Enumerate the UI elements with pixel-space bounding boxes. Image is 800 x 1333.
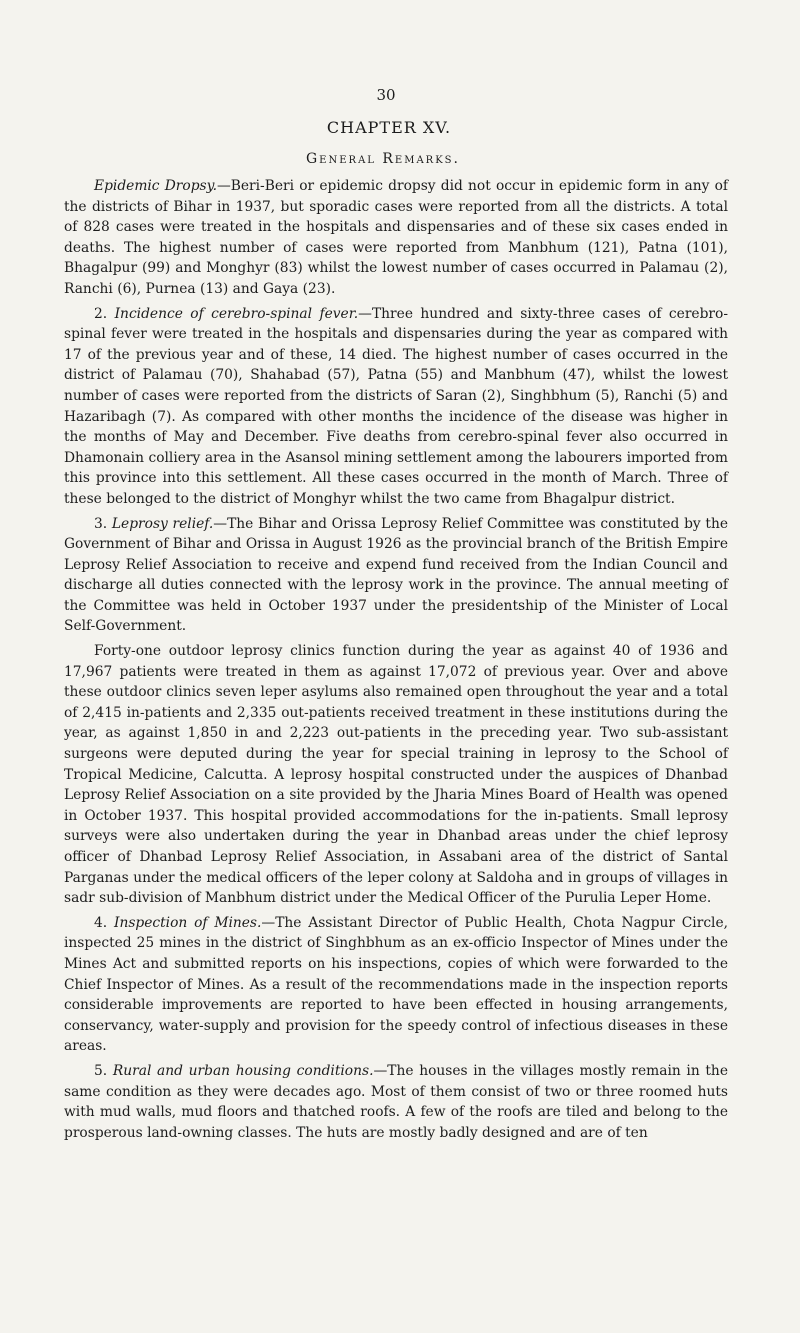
paragraph-heading: Leprosy relief. xyxy=(111,515,214,532)
paragraph-text: Forty-one outdoor leprosy clinics function during the year as against 40 of 1936 and 17,967 patients were treated in them as against 17,072 of previous year. Over and above these outdoor clinics seven leper asylums also remained open throughout the year and a total of 2,415 in-patients and 2,335 out-patients received treatment in these institutions during the year, as against 1,850 in and 2,223 out-patients in the preceding year. Two sub-assistant surgeons were deputed during the year for special training in leprosy to the School of Tropical Medicine, Calcutta. A leprosy hospital constructed under the auspices of Dhanbad Leprosy Relief Association on a site provided by the Jharia Mines Board of Health was opened in October 1937. This hospital provided accommodations for the in-patients. Small leprosy surveys were also undertaken during the year in Dhanbad areas under the chief leprosy officer of Dhanbad Leprosy Relief Association, in Assabani area of the district of Santal Parganas under the medical officers of the leper colony at Saldoha and in groups of villages in sadr sub-division of Manbhum district under the Medical Officer of the Purulia Leper Home. xyxy=(64,643,728,907)
paragraph-leprosy-clinics xyxy=(64,641,728,909)
paragraph-number: 3. xyxy=(94,515,108,532)
paragraph-number: 4. xyxy=(94,914,108,931)
paragraph-text: —The houses in the villages mostly remain in the same condition as they were decades ago. Most of them consist of two or three roomed huts with mud walls, mud floors and thatched roofs. A few of the roofs are tiled and belong to the prosperous land-owning classes. The huts are mostly badly designed and are of ten xyxy=(64,1062,728,1141)
paragraph-text: —The Bihar and Orissa Leprosy Relief Committee was constituted by the Government of Bihar and Orissa in August 1926 as the provincial branch of the British Empire Leprosy Relief Association to receive and expend fund received from the Indian Council and discharge all duties connected with the leprosy work in the province. The annual meeting of the Committee was held in October 1937 under the presidentship of the Minister of Local Self-Government. xyxy=(64,515,728,635)
page-number: 30 xyxy=(376,86,396,104)
paragraph-cerebro-spinal-fever xyxy=(64,304,728,510)
paragraph-number: 5. xyxy=(94,1062,108,1079)
body-text xyxy=(64,176,728,1147)
paragraph-housing-conditions xyxy=(64,1061,728,1143)
section-title: General Remarks. xyxy=(306,151,460,167)
paragraph-heading: Epidemic Dropsy. xyxy=(94,178,217,194)
paragraph-heading: Inspection of Mines. xyxy=(114,914,262,931)
paragraph-text: —The Assistant Director of Public Health, Chota Nagpur Circle, inspected 25 mines in the district of Singhbhum as an ex-officio Inspector of Mines under the Mines Act and submitted reports on his inspections, copies of which were forwarded to the Chief Inspector of Mines. As a result of the recommendations made in the inspection reports considerable improvements are reported to have been effected in housing arrangements, conservancy, water-supply and provision for the speedy control of infectious diseases in these areas. xyxy=(64,914,729,1055)
paragraph-text: —Three hundred and sixty-three cases of cerebro-spinal fever were treated in the hospitals and dispensaries during the year as compared with 17 of the previous year and of these, 14 died. The highest number of cases occurred in the district of Palamau (70), Shahabad (57), Patna (55) and Manbhum (47), whilst the lowest number of cases were reported from the districts of Saran (2), Singhbhum (5), Ranchi (5) and Hazaribagh (7). As compared with other months the incidence of the disease was higher in the months of May and December. Five deaths from cerebro-spinal fever also occurred in Dhamonain colliery area in the Asansol mining settlement among the labourers imported from this province into this settlement. All these cases occurred in the month of March. Three of these belonged to the district of Monghyr whilst the two came from Bhagalpur district. xyxy=(64,305,728,507)
paragraph-epidemic-dropsy xyxy=(64,176,728,300)
paragraph-number: 2. xyxy=(94,305,108,322)
paragraph-leprosy-relief xyxy=(64,514,728,638)
chapter-title: CHAPTER XV. xyxy=(326,118,452,137)
paragraph-text: —Beri-Beri or epidemic dropsy did not occur in epidemic form in any of the districts of Bihar in 1937, but sporadic cases were reported from all the districts. A total of 828 cases were treated in the hospitals and dispensaries and of these six cases ended in deaths. The highest number of cases were reported from Manbhum (121), Patna (101), Bhagalpur (99) and Monghyr (83) whilst the lowest number of cases occurred in Palamau (2), Ranchi (6), Purnea (13) and Gaya (23). xyxy=(64,178,728,297)
paragraph-inspection-of-mines xyxy=(64,913,728,1057)
paragraph-heading: Incidence of cerebro-spinal fever. xyxy=(114,305,359,322)
paragraph-heading: Rural and urban housing conditions. xyxy=(112,1062,374,1079)
